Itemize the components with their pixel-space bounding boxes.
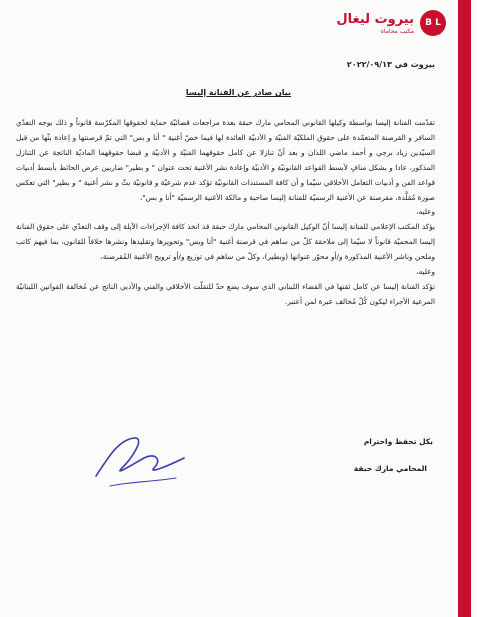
paragraph: تؤكد الفنانة إليسا عن كامل ثقتها في القضاء اللبناني الذي سوف يضع حدّ للتفلّت الأخلاقي والفني والأدبي الناتج عن مُخالفة القوانين اللبنانيّة المرعية الأجراء ليكون كُلّ مُخالف عبرة لمن أعتبر. (16, 281, 435, 306)
handwritten-signature (88, 428, 198, 496)
signatory-name: المحامي مارك حبقة (353, 464, 427, 473)
statement-title: بيان صادر عن الفنانة إليسا (185, 88, 292, 97)
letterhead-logo (336, 9, 450, 39)
statement-body (16, 116, 435, 310)
paragraph: وعليه، (416, 207, 435, 217)
date-line: بيروت في ٢٠٢٢/٠٩/١٣ (346, 60, 435, 69)
paragraph: وعليه، (416, 267, 435, 277)
paragraph: يؤكد المكتب الإعلامي للفنانة إليسا أنّ الوكيل القانوني المحامي مارك حبقة قد اتخذ كافة الإجراءات الآيلة إلى وقف التعدّي على حقوق الفنانة إليسا المحميّة قانوناً لا سيّما إلى ملاحقة كلّ من ساهم في قرصنة أغنية "أنا وبس" وتحويرها وتقليدها ونشرها خلافاً للقانون، بما فيهم كاتب وملحن وناشر الأغنية المذكورة و/أو محوّر عنوانها (وبطير)، وكلّ من ساهم في توزيع و/أو ترويج الأغنية المُقرصنة، (16, 222, 435, 262)
logo-name: بيروت ليغال (336, 12, 414, 27)
paragraph: تقدّمت الفنانة إليسا بواسطة وكيلها القانوني المحامي مارك حبقة بعدة مراجعات قضائيّة حماية لحقوقها المكرّسة قانوناً و ذلك بوجه التعدّي السافر و القرصنة المتعمّدة على حقوق الملكيّة الفنيّة و الأدبيّة العائدة لها فيما خصّ أغنية " أنا و بس" التي تمّ قرصنتها و إعادة بثّها من قبل السيّدين زياد برجي و أحمد ماضي اللذان و بعد أنّ تنازلا عن كامل حقوقهما الفنيّة و الأدبيّة و قبضا حقوقهما الماديّة الناتجة عن التنازل المذكور، عادا و بشكل منافٍ لأبسط القواعد القانونيّة و الأدبيّة وإعادة نشر الأغنية تحت عنوان " و بطير" ضاربين عرض الحائط بأبسط أدبيات قواعد الفن و أدبيات التعامل الأخلاقي سيّما و أن كافة المستندات القانونيّة تؤكد عدم شرعيّة و قانونيّة بثّ و نشر أغنية " و بطير" التي تعكس صورة مُقلَّدة، مقرصنة عن الأغنية الرسميّة للفنانة إليسا صاحبة و مالكة الأغنية الرسميّة "أنا و بس"، (16, 118, 435, 202)
logo-badge-icon: B L (420, 10, 446, 36)
logo-tagline: مكتب محاماة (380, 28, 414, 35)
closing-salutation: بكل تحفظ واحترام (363, 437, 433, 446)
